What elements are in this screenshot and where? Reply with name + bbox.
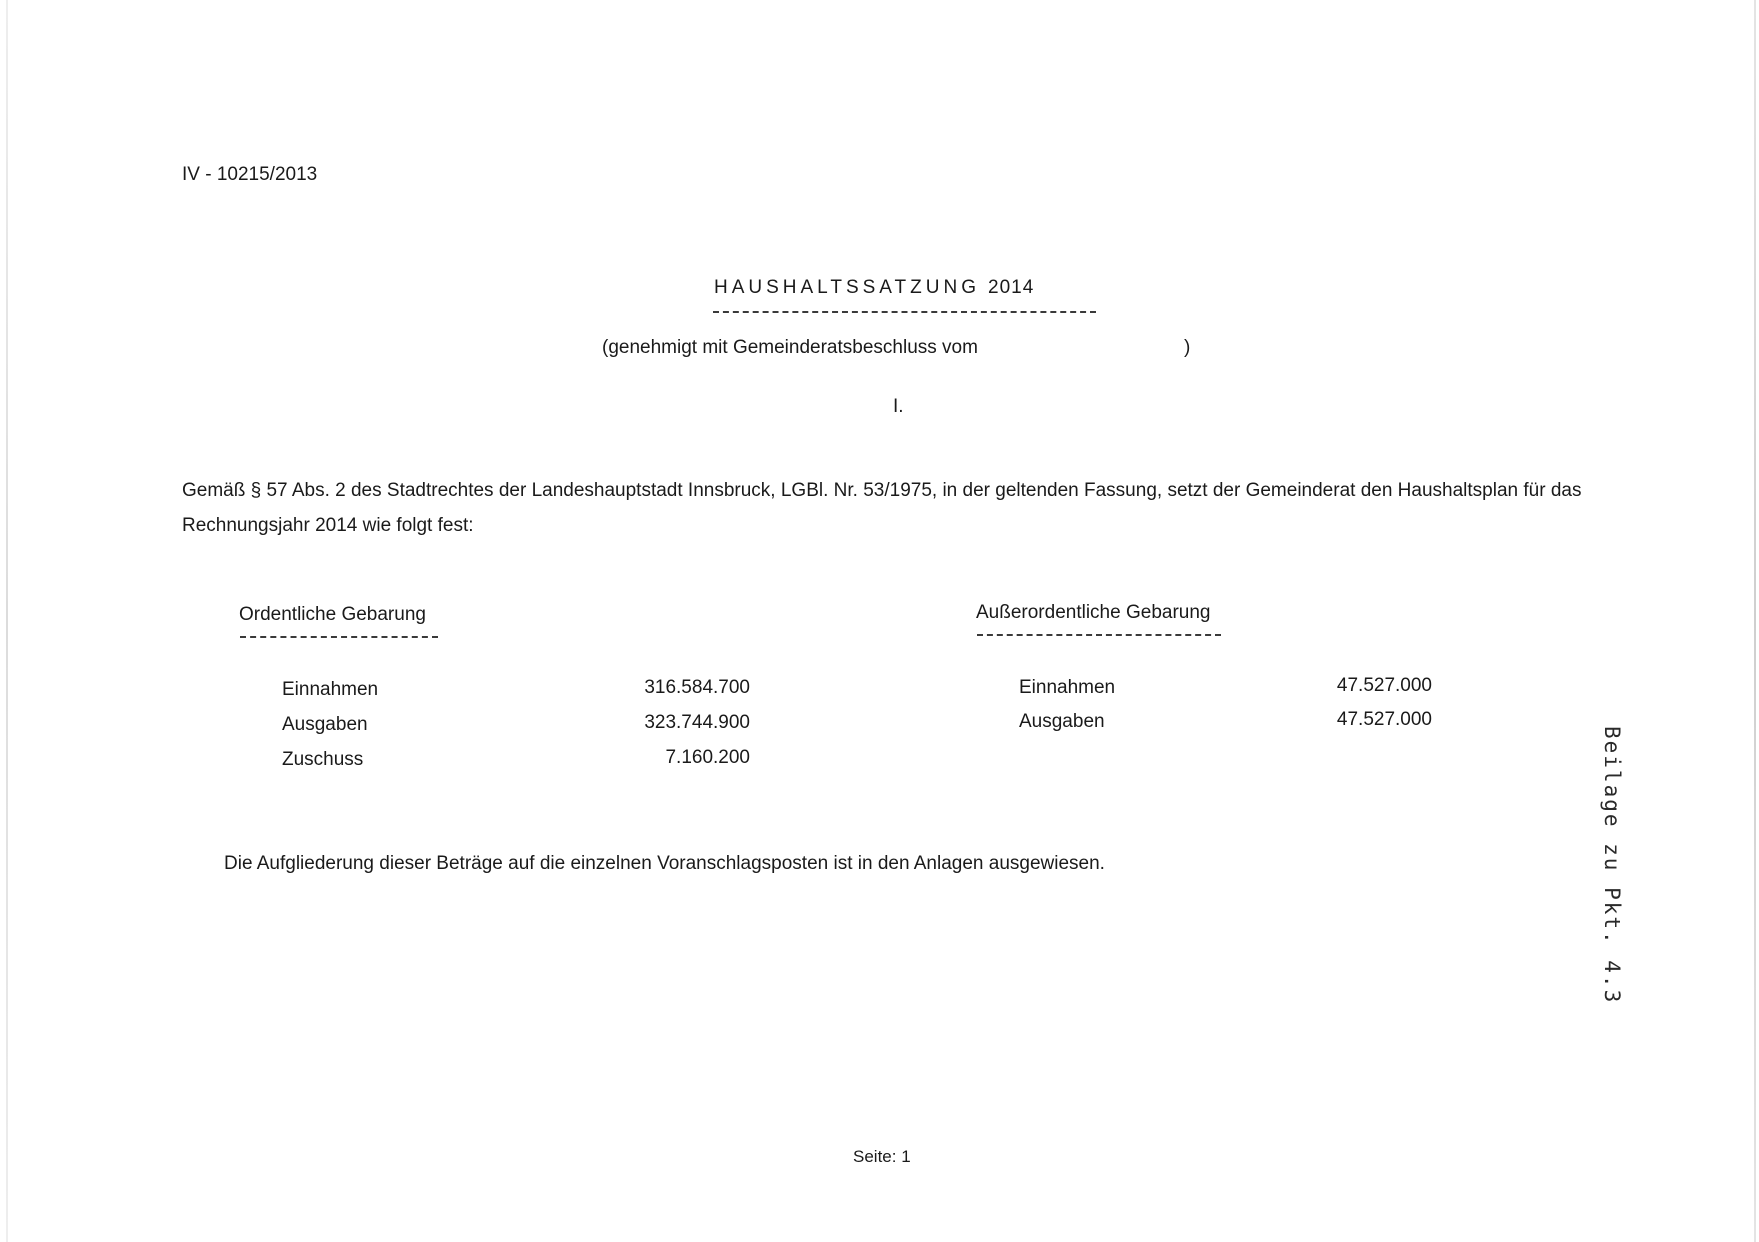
ordentliche-row-value: 316.584.700	[644, 677, 750, 698]
title-word: HAUSHALTSSATZUNG	[714, 277, 980, 298]
ausserordentliche-row-value: 47.527.000	[1336, 675, 1432, 696]
document-title	[714, 277, 1034, 299]
ordentliche-row-label: Zuschuss	[282, 749, 364, 770]
ausserordentliche-row-label: Einnahmen	[1019, 677, 1116, 698]
scan-edge-left	[6, 0, 8, 1242]
approval-note-close: )	[1184, 337, 1191, 358]
ordentliche-row-value: 7.160.200	[665, 747, 750, 768]
document-reference: IV - 10215/2013	[182, 164, 318, 185]
ordentliche-heading-rule	[240, 636, 438, 638]
scan-edge-right	[1754, 0, 1756, 1242]
title-underline	[713, 311, 1096, 313]
ordentliche-row-label: Ausgaben	[282, 714, 368, 735]
breakdown-note: Die Aufgliederung dieser Beträge auf die einzelnen Voranschlagsposten ist in den Anlagen ausgewiesen.	[224, 853, 1105, 874]
title-year: 2014	[988, 277, 1035, 298]
ordentliche-row-label: Einnahmen	[282, 679, 379, 700]
section-number: I.	[893, 396, 904, 417]
ausserordentliche-heading-rule	[977, 634, 1221, 636]
legal-paragraph: Gemäß § 57 Abs. 2 des Stadtrechtes der Landeshauptstadt Innsbruck, LGBl. Nr. 53/1975, in der geltenden Fassung, setzt der Gemeinderat den Haushaltsplan für das Rechnungsjahr 2014 wie folgt fest:	[182, 480, 1582, 536]
ausserordentliche-row-value: 47.527.000	[1336, 709, 1432, 730]
page-footer: Seite: 1	[853, 1147, 911, 1166]
ausserordentliche-row-label: Ausgaben	[1019, 711, 1105, 732]
ausserordentliche-heading: Außerordentliche Gebarung	[976, 602, 1211, 623]
ordentliche-heading: Ordentliche Gebarung	[239, 604, 426, 625]
approval-note: (genehmigt mit Gemeinderatsbeschluss vom	[602, 337, 978, 358]
side-stamp: Beilage zu Pkt. 4.3	[1600, 726, 1624, 1005]
ordentliche-row-value: 323.744.900	[644, 712, 750, 733]
